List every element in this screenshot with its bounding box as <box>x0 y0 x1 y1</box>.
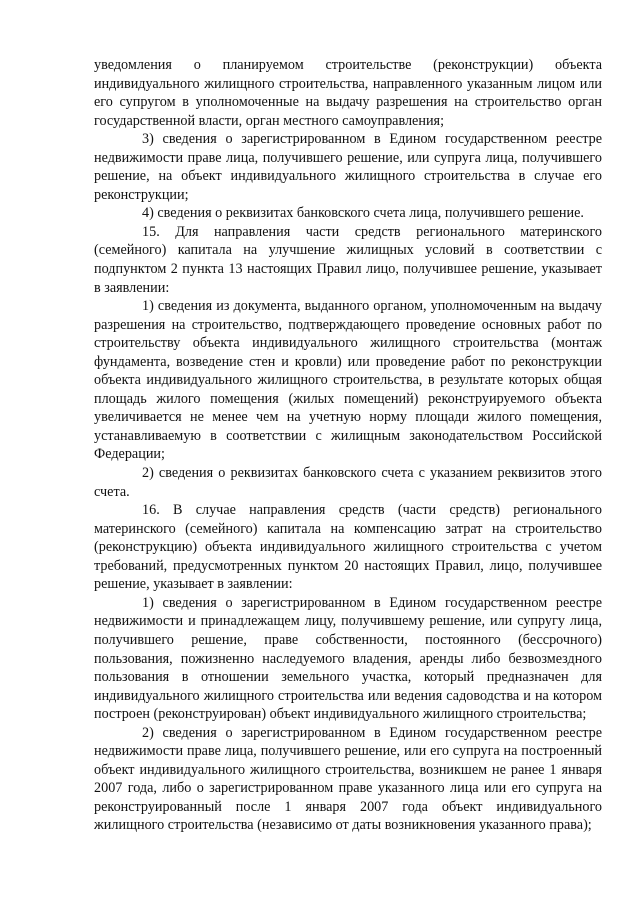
paragraph-item-15-2: 2) сведения о реквизитах банковского счета с указанием реквизитов этого счета. <box>94 465 602 500</box>
paragraph-item-15-1: 1) сведения из документа, выданного органом, уполномоченным на выдачу разрешения на строительство, подтверждающего проведение основных работ по строительству объекта индивидуального жилищного строительства (монтаж фундамента, возведение стен и кровли) или проведение работ по реконструкции объекта индивидуального жилищного строительства, в результате которых общая площадь жилого помещения (жилых помещений) реконструируемого объекта увеличивается не менее чем на учетную норму площади жилого помещения, устанавливаемую в соответствии с жилищным законодательством Российской Федерации; <box>94 298 602 463</box>
paragraph-continuation: уведомления о планируемом строительстве (реконструкции) объекта индивидуального жилищного строительства, направленного указанным лицом или его супругом в уполномоченные на выдачу разрешения на строительство орган государственной власти, орган местного самоуправления; <box>94 57 602 129</box>
paragraph-item-16-1: 1) сведения о зарегистрированном в Едином государственном реестре недвижимости и принадлежащем лицу, получившему решение, или супругу лица, получившего решение, праве собственности, постоянного (бессрочного) пользования, пожизненно наследуемого владения, аренды либо безвозмездного пользования в отношении земельного участка, который предназначен для индивидуального жилищного строительства или ведения садоводства и на котором построен (реконструирован) объект индивидуального жилищного строительства; <box>94 594 602 723</box>
paragraph-clause-16: 16. В случае направления средств (части средств) регионального материнского (семейного) капитала на компенсацию затрат на строительство (реконструкцию) объекта индивидуального жилищного строительства с учетом требований, предусмотренных пунктом 20 настоящих Правил, лицо, получившее решение, указывает в заявлении: <box>94 502 602 593</box>
paragraph-item-14-3: 3) сведения о зарегистрированном в Едином государственном реестре недвижимости праве лица, получившего решение, или супруга лица, получившего решение, на объект индивидуального жилищного строительства в случае его реконструкции; <box>94 131 602 203</box>
paragraph-item-14-4: 4) сведения о реквизитах банковского счета лица, получившего решение. <box>142 205 584 222</box>
paragraph-clause-15: 15. Для направления части средств регионального материнского (семейного) капитала на улучшение жилищных условий в соответствии с подпунктом 2 пункта 13 настоящих Правил лицо, получившее решение, указывает в заявлении: <box>94 223 602 296</box>
paragraph-item-16-2: 2) сведения о зарегистрированном в Едином государственном реестре недвижимости праве лица, получившего решение, или его супруга на построенный объект индивидуального жилищного строительства, возникшем не ранее 1 января 2007 года, либо о зарегистрированном праве указанного лица или его супруга на реконструированный после 1 января 2007 года объект индивидуального жилищного строительства (независимо от даты возникновения указанного права); <box>94 724 602 834</box>
